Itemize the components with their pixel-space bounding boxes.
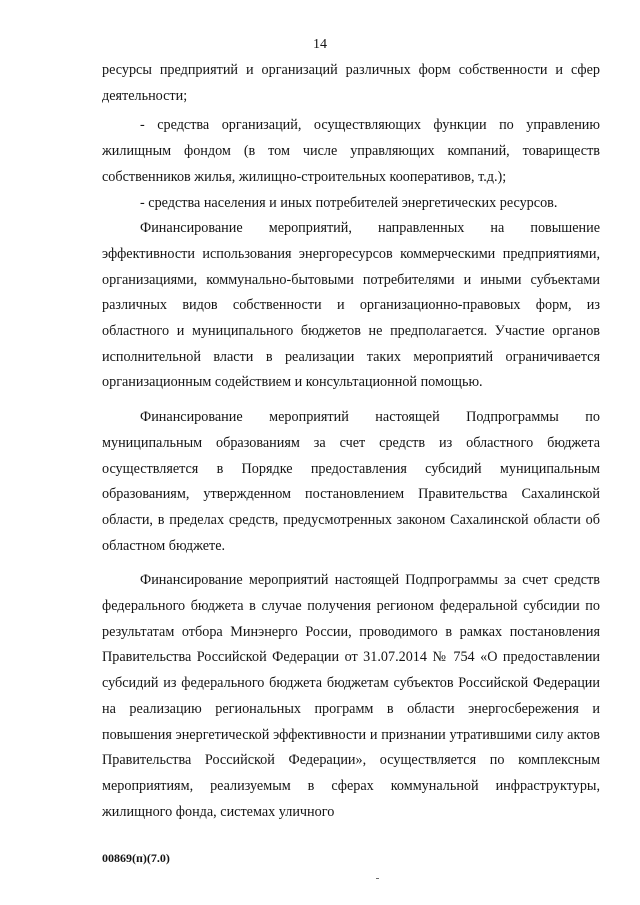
document-footer-code: 00869(п)(7.0) xyxy=(102,851,170,865)
paragraph-resources-continuation: ресурсы предприятий и организаций различных форм собственности и сфер деятельности; xyxy=(102,62,600,104)
page-number: 14 xyxy=(313,37,327,52)
paragraph-management-organizations: - средства организаций, осуществляющих функции по управлению жилищным фондом (в том числе управляющих компаний, товариществ собственников жилья, жилищно-строительных кооперативов, т.д.); xyxy=(102,117,600,185)
paragraph-population-funds: - средства населения и иных потребителей энергетических ресурсов. xyxy=(140,194,558,211)
paragraph-commercial-financing: Финансирование мероприятий, направленных на повышение эффективности использования энергоресурсов коммерческими предприятиями, организациями, коммунально-бытовыми потребителями и иными субъектами различных видов собственности и организационно-правовых форм, из областного и муниципального бюджетов не предполагается. Участие органов исполнительной власти в реализации таких мероприятий ограничивается организационным содействием и консультационной помощью. xyxy=(102,220,600,391)
document-body xyxy=(102,58,600,825)
paragraph-municipal-financing: Финансирование мероприятий настоящей Подпрограммы по муниципальным образованиям за счет средств из областного бюджета осуществляется в Порядке предоставления субсидий муниципальным образованиям, утвержденном постановлением Правительства Сахалинской области, в пределах средств, предусмотренных законом Сахалинской области об областном бюджете. xyxy=(102,409,600,554)
paragraph-federal-financing: Финансирование мероприятий настоящей Подпрограммы за счет средств федерального бюджета в случае получения регионом федеральной субсидии по результатам отбора Минэнерго России, проводимого в рамках постановления Правительства Российской Федерации от 31.07.2014 № 754 «О предоставлении субсидий из федерального бюджета бюджетам субъектов Российской Федерации на реализацию региональных программ в области энергосбережения и повышения энергетической эффективности и признании утратившими силу актов Правительства Российской Федерации», осуществляется по комплексным мероприятиям, реализуемым в сферах коммунальной инфраструктуры, жилищного фонда, системах уличного xyxy=(102,572,600,820)
scan-mark xyxy=(376,878,379,879)
